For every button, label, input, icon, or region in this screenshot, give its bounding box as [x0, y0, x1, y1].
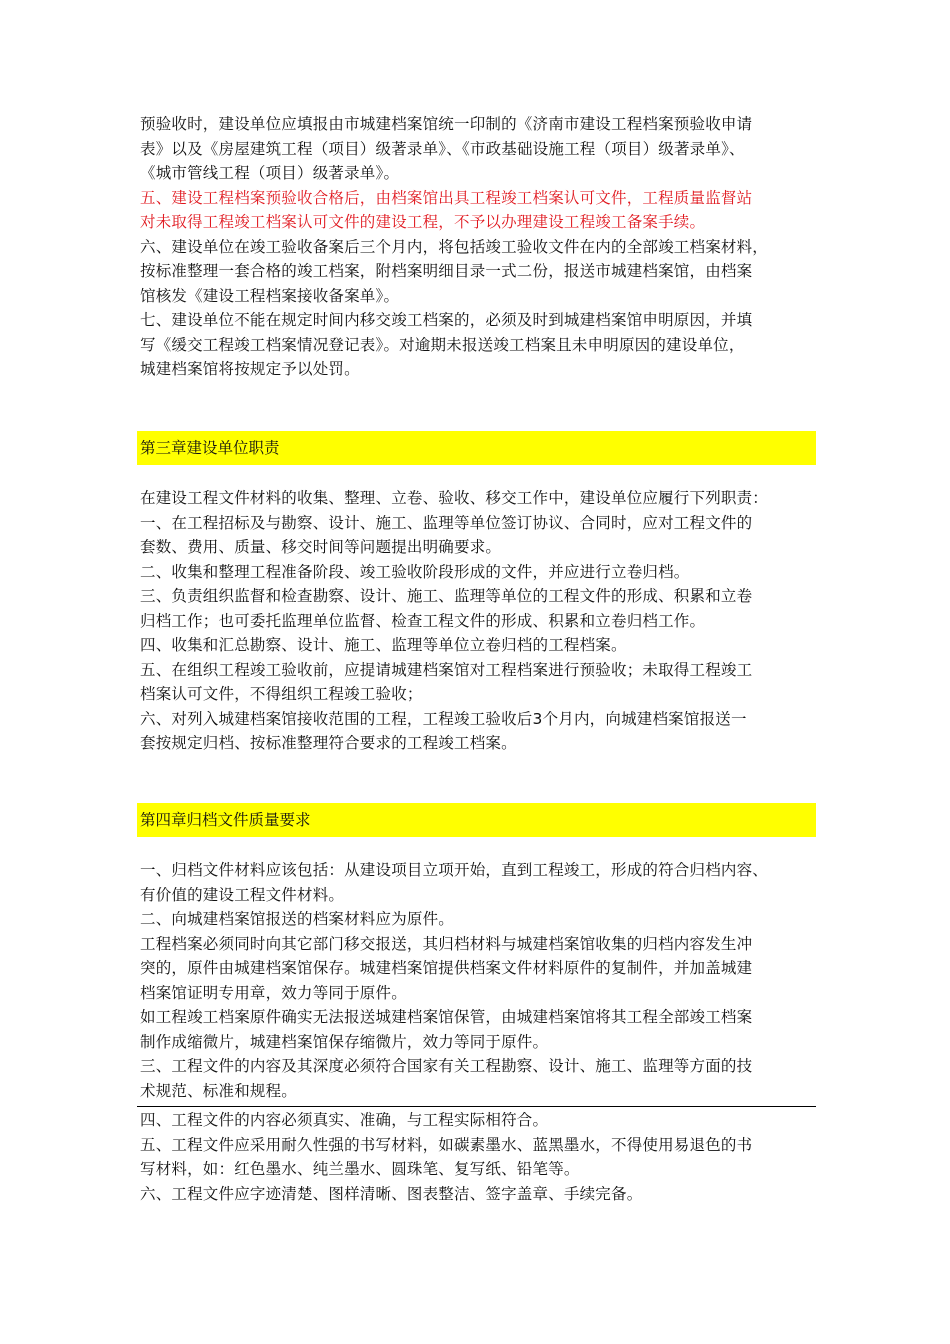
- chapter4-heading: 第四章归档文件质量要求: [137, 803, 816, 837]
- chapter3-heading: 第三章建设单位职责: [137, 431, 816, 465]
- text-line: 二、收集和整理工程准备阶段、竣工验收阶段形成的文件，并应进行立卷归档。: [140, 562, 690, 581]
- text-line: 六、工程文件应字迹清楚、图样清晰、图表整洁、签字盖章、手续完备。: [140, 1184, 643, 1203]
- text-line: 五、工程文件应采用耐久性强的书写材料，如碳素墨水、蓝黑墨水，不得使用易退色的书: [140, 1135, 753, 1154]
- text-line: 《城市管线工程（项目）级著录单》。: [140, 164, 400, 182]
- chapter3-body: [140, 486, 830, 756]
- text-line: 六、建设单位在竣工验收备案后三个月内，将包括竣工验收文件在内的全部竣工档案材料，: [140, 237, 769, 256]
- text-line: 表》以及《房屋建筑工程（项目）级著录单》、《市政基础设施工程（项目）级著录单》、: [140, 139, 745, 158]
- text-line: 有价值的建设工程文件材料。: [140, 885, 345, 904]
- highlight-red-line: 对未取得工程竣工档案认可文件的建设工程，不予以办理建设工程竣工备案手续。: [140, 213, 706, 231]
- text-line: 四、收集和汇总勘察、设计、施工、监理等单位立卷归档的工程档案。: [140, 636, 627, 654]
- text-line: 套按规定归档、按标准整理符合要求的工程竣工档案。: [140, 734, 517, 752]
- text-line: 一、归档文件材料应该包括：从建设项目立项开始，直到工程竣工，形成的符合归档内容、: [140, 861, 769, 879]
- text-line: 五、在组织工程竣工验收前，应提请城建档案馆对工程档案进行预验收；未取得工程竣工: [140, 660, 753, 679]
- text-line: 城建档案馆将按规定予以处罚。: [140, 360, 360, 378]
- section-top-text: [140, 112, 830, 382]
- text-line: 档案馆证明专用章，效力等同于原件。: [140, 983, 407, 1002]
- text-line: 制作成缩微片，城建档案馆保存缩微片，效力等同于原件。: [140, 1032, 549, 1051]
- chapter4-body-continued: [140, 1108, 830, 1206]
- chapter4-body: [140, 858, 830, 1103]
- text-line: 三、工程文件的内容及其深度必须符合国家有关工程勘察、设计、施工、监理等方面的技: [140, 1057, 753, 1075]
- text-line: 六、对列入城建档案馆接收范围的工程，工程竣工验收后3个月内，向城建档案馆报送一: [140, 709, 747, 728]
- text-line: 馆核发《建设工程档案接收备案单》。: [140, 286, 400, 305]
- highlight-red-line: 五、建设工程档案预验收合格后，由档案馆出具工程竣工档案认可文件，工程质量监督站: [140, 188, 753, 207]
- text-line: 按标准整理一套合格的竣工档案，附档案明细目录一式二份，报送市城建档案馆，由档案: [140, 262, 753, 280]
- text-line: 写材料，如：红色墨水、纯兰墨水、圆珠笔、复写纸、铅笔等。: [140, 1160, 580, 1178]
- text-line: 套数、费用、质量、移交时间等问题提出明确要求。: [140, 538, 502, 556]
- text-line: 在建设工程文件材料的收集、整理、立卷、验收、移交工作中，建设单位应履行下列职责：: [140, 489, 769, 507]
- text-line: 如工程竣工档案原件确实无法报送城建档案馆保管，由城建档案馆将其工程全部竣工档案: [140, 1008, 753, 1026]
- text-line: 归档工作；也可委托监理单位监督、检查工程文件的形成、积累和立卷归档工作。: [140, 611, 706, 630]
- text-line: 一、在工程招标及与勘察、设计、施工、监理等单位签订协议、合同时，应对工程文件的: [140, 513, 753, 532]
- text-line: 工程档案必须同时向其它部门移交报送，其归档材料与城建档案馆收集的归档内容发生冲: [140, 934, 753, 953]
- text-line: 档案认可文件，不得组织工程竣工验收；: [140, 685, 423, 703]
- text-line: 二、向城建档案馆报送的档案材料应为原件。: [140, 910, 455, 928]
- text-line: 写《缓交工程竣工档案情况登记表》。对逾期未报送竣工档案且未申明原因的建设单位，: [140, 335, 745, 354]
- text-line: 七、建设单位不能在规定时间内移交竣工档案的，必须及时到城建档案馆申明原因，并填: [140, 311, 753, 329]
- text-line: 预验收时，建设单位应填报由市城建档案馆统一印制的《济南市建设工程档案预验收申请: [140, 115, 753, 133]
- horizontal-rule: [137, 1106, 816, 1107]
- text-line: 三、负责组织监督和检查勘察、设计、施工、监理等单位的工程文件的形成、积累和立卷: [140, 587, 753, 605]
- text-line: 突的，原件由城建档案馆保存。城建档案馆提供档案文件材料原件的复制件，并加盖城建: [140, 959, 753, 977]
- text-line: 四、工程文件的内容必须真实、准确，与工程实际相符合。: [140, 1111, 549, 1129]
- text-line: 术规范、标准和规程。: [140, 1081, 298, 1100]
